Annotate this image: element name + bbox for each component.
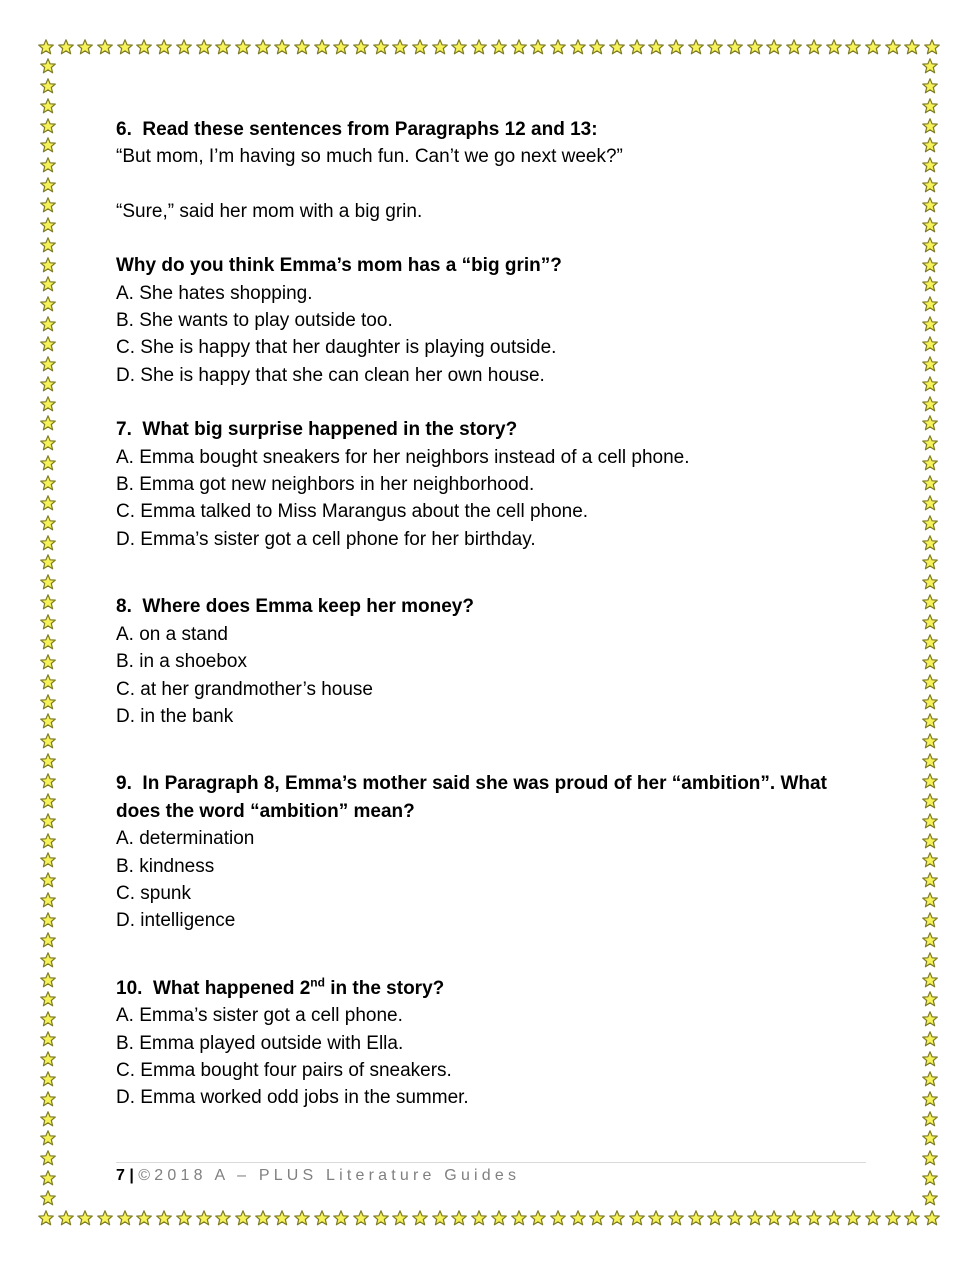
star-icon — [922, 694, 938, 710]
star-icon — [922, 813, 938, 829]
star-icon — [40, 972, 56, 988]
star-icon — [97, 1210, 113, 1226]
star-icon — [38, 1210, 54, 1226]
star-icon — [885, 1210, 901, 1226]
star-icon — [922, 98, 938, 114]
star-icon — [40, 98, 56, 114]
star-icon — [40, 157, 56, 173]
star-icon — [922, 872, 938, 888]
answer-option: D. intelligence — [116, 910, 236, 932]
answer-option: C. spunk — [116, 882, 191, 904]
star-icon — [530, 1210, 546, 1226]
star-icon — [40, 1130, 56, 1146]
answer-option: C. She is happy that her daughter is playing outside. — [116, 337, 557, 359]
quote-line: “Sure,” said her mom with a big grin. — [116, 200, 423, 222]
star-icon — [40, 1091, 56, 1107]
star-icon — [451, 1210, 467, 1226]
star-icon — [922, 634, 938, 650]
star-icon — [922, 952, 938, 968]
star-icon — [922, 614, 938, 630]
answer-option: A. determination — [116, 828, 255, 850]
star-icon — [922, 654, 938, 670]
star-border-top — [38, 37, 940, 57]
star-icon — [412, 1210, 428, 1226]
star-icon — [609, 1210, 625, 1226]
star-icon — [904, 39, 920, 55]
answer-option: D. in the bank — [116, 705, 234, 727]
star-icon — [922, 475, 938, 491]
star-icon — [766, 1210, 782, 1226]
star-icon — [176, 1210, 192, 1226]
star-icon — [40, 773, 56, 789]
star-icon — [629, 39, 645, 55]
star-icon — [40, 852, 56, 868]
answer-option: A. Emma bought sneakers for her neighbors instead of a cell phone. — [116, 446, 690, 468]
star-icon — [40, 991, 56, 1007]
star-icon — [922, 674, 938, 690]
star-icon — [40, 952, 56, 968]
star-icon — [922, 118, 938, 134]
star-icon — [727, 39, 743, 55]
star-icon — [314, 39, 330, 55]
worksheet-content — [116, 116, 876, 1112]
star-icon — [922, 1091, 938, 1107]
star-icon — [922, 276, 938, 292]
star-icon — [40, 713, 56, 729]
star-icon — [922, 1170, 938, 1186]
star-icon — [58, 1210, 74, 1226]
star-icon — [451, 39, 467, 55]
star-icon — [333, 1210, 349, 1226]
star-icon — [40, 237, 56, 253]
star-icon — [924, 1210, 940, 1226]
star-icon — [589, 39, 605, 55]
star-icon — [40, 435, 56, 451]
star-icon — [40, 1150, 56, 1166]
star-icon — [922, 197, 938, 213]
star-icon — [922, 1071, 938, 1087]
star-icon — [648, 1210, 664, 1226]
star-icon — [471, 39, 487, 55]
star-icon — [550, 1210, 566, 1226]
question-8-prompt: 8. Where does Emma keep her money? — [116, 596, 474, 618]
star-icon — [609, 39, 625, 55]
star-icon — [392, 1210, 408, 1226]
star-icon — [786, 1210, 802, 1226]
star-icon — [922, 912, 938, 928]
star-icon — [922, 257, 938, 273]
star-icon — [412, 39, 428, 55]
star-icon — [40, 614, 56, 630]
star-icon — [922, 495, 938, 511]
star-icon — [688, 39, 704, 55]
star-icon — [727, 1210, 743, 1226]
star-icon — [922, 535, 938, 551]
star-icon — [922, 554, 938, 570]
star-icon — [865, 39, 881, 55]
star-icon — [688, 1210, 704, 1226]
star-icon — [40, 495, 56, 511]
question-6-subprompt: Why do you think Emma’s mom has a “big grin”? — [116, 255, 562, 277]
question-6-prompt: 6. Read these sentences from Paragraphs 12 and 13: — [116, 119, 598, 140]
star-icon — [471, 1210, 487, 1226]
star-icon — [40, 1111, 56, 1127]
star-icon — [511, 1210, 527, 1226]
question-7-prompt: 7. What big surprise happened in the story? — [116, 419, 518, 441]
star-icon — [845, 1210, 861, 1226]
star-icon — [491, 1210, 507, 1226]
star-icon — [58, 39, 74, 55]
star-icon — [922, 78, 938, 94]
star-icon — [40, 217, 56, 233]
star-icon — [40, 594, 56, 610]
star-icon — [40, 376, 56, 392]
star-icon — [922, 773, 938, 789]
star-icon — [294, 1210, 310, 1226]
star-icon — [40, 177, 56, 193]
star-icon — [924, 39, 940, 55]
footer-divider — [116, 1162, 866, 1163]
star-icon — [38, 39, 54, 55]
answer-option: A. Emma’s sister got a cell phone. — [116, 1005, 403, 1027]
star-icon — [885, 39, 901, 55]
answer-option: D. Emma’s sister got a cell phone for her birthday. — [116, 528, 536, 550]
star-icon — [333, 39, 349, 55]
star-icon — [766, 39, 782, 55]
star-icon — [40, 415, 56, 431]
star-icon — [40, 197, 56, 213]
star-icon — [648, 39, 664, 55]
star-icon — [922, 892, 938, 908]
star-icon — [922, 515, 938, 531]
answer-option: A. on a stand — [116, 623, 228, 645]
star-icon — [40, 257, 56, 273]
star-icon — [40, 1011, 56, 1027]
star-icon — [373, 39, 389, 55]
star-icon — [40, 276, 56, 292]
answer-option: A. She hates shopping. — [116, 282, 313, 304]
star-border-left — [38, 58, 58, 1206]
star-icon — [40, 1051, 56, 1067]
star-icon — [40, 137, 56, 153]
answer-option: C. Emma talked to Miss Marangus about the cell phone. — [116, 501, 589, 523]
star-icon — [40, 1190, 56, 1206]
star-icon — [40, 58, 56, 74]
star-icon — [786, 39, 802, 55]
star-icon — [922, 336, 938, 352]
star-icon — [668, 39, 684, 55]
star-icon — [922, 932, 938, 948]
star-icon — [353, 39, 369, 55]
star-icon — [196, 1210, 212, 1226]
question-7 — [116, 416, 876, 553]
star-icon — [40, 1071, 56, 1087]
star-icon — [40, 932, 56, 948]
star-icon — [826, 1210, 842, 1226]
question-10-prompt: 10. What happened 2nd in the story? — [116, 975, 445, 999]
star-icon — [40, 515, 56, 531]
star-icon — [40, 336, 56, 352]
star-icon — [922, 1051, 938, 1067]
star-icon — [922, 852, 938, 868]
star-icon — [373, 1210, 389, 1226]
star-icon — [922, 435, 938, 451]
star-icon — [40, 674, 56, 690]
star-icon — [707, 1210, 723, 1226]
star-icon — [156, 39, 172, 55]
star-icon — [40, 793, 56, 809]
answer-option: B. Emma played outside with Ella. — [116, 1032, 404, 1054]
star-icon — [117, 39, 133, 55]
star-icon — [922, 415, 938, 431]
star-icon — [922, 217, 938, 233]
star-icon — [40, 296, 56, 312]
star-icon — [215, 1210, 231, 1226]
star-border-right — [920, 58, 940, 1206]
star-icon — [40, 733, 56, 749]
star-icon — [255, 1210, 271, 1226]
star-icon — [922, 455, 938, 471]
star-icon — [40, 753, 56, 769]
star-icon — [136, 1210, 152, 1226]
star-icon — [922, 1011, 938, 1027]
star-icon — [215, 39, 231, 55]
star-icon — [570, 39, 586, 55]
star-icon — [922, 1190, 938, 1206]
question-9 — [116, 770, 876, 934]
star-icon — [922, 1150, 938, 1166]
star-icon — [176, 39, 192, 55]
star-icon — [747, 1210, 763, 1226]
question-8 — [116, 593, 876, 730]
star-icon — [294, 39, 310, 55]
star-icon — [196, 39, 212, 55]
star-icon — [77, 39, 93, 55]
star-icon — [40, 78, 56, 94]
question-9-prompt: 9. In Paragraph 8, Emma’s mother said she was proud of her “ambition”. What — [116, 773, 827, 795]
star-icon — [922, 574, 938, 590]
page-number: 7 — [116, 1167, 125, 1184]
star-icon — [40, 118, 56, 134]
star-icon — [922, 793, 938, 809]
star-icon — [922, 376, 938, 392]
star-icon — [550, 39, 566, 55]
star-icon — [922, 713, 938, 729]
answer-option: D. Emma worked odd jobs in the summer. — [116, 1087, 469, 1109]
star-icon — [922, 733, 938, 749]
answer-option: D. She is happy that she can clean her own house. — [116, 364, 545, 386]
star-icon — [97, 39, 113, 55]
star-icon — [40, 535, 56, 551]
star-icon — [274, 1210, 290, 1226]
star-icon — [922, 58, 938, 74]
star-icon — [922, 753, 938, 769]
star-icon — [922, 316, 938, 332]
star-icon — [922, 594, 938, 610]
star-icon — [589, 1210, 605, 1226]
star-icon — [40, 813, 56, 829]
answer-option: B. in a shoebox — [116, 651, 247, 673]
star-icon — [530, 39, 546, 55]
star-icon — [40, 1031, 56, 1047]
star-icon — [904, 1210, 920, 1226]
star-icon — [922, 1130, 938, 1146]
star-icon — [40, 654, 56, 670]
question-10 — [116, 975, 876, 1112]
star-icon — [255, 39, 271, 55]
star-icon — [922, 157, 938, 173]
star-icon — [40, 892, 56, 908]
star-icon — [511, 39, 527, 55]
answer-option: C. Emma bought four pairs of sneakers. — [116, 1059, 452, 1081]
star-icon — [432, 39, 448, 55]
star-icon — [40, 356, 56, 372]
star-icon — [40, 1170, 56, 1186]
star-icon — [235, 1210, 251, 1226]
star-icon — [629, 1210, 645, 1226]
star-icon — [922, 296, 938, 312]
star-icon — [922, 1111, 938, 1127]
star-icon — [136, 39, 152, 55]
star-icon — [922, 137, 938, 153]
star-border-bottom — [38, 1208, 940, 1228]
star-icon — [40, 872, 56, 888]
star-icon — [922, 833, 938, 849]
star-icon — [806, 1210, 822, 1226]
star-icon — [40, 316, 56, 332]
star-icon — [826, 39, 842, 55]
answer-option: B. She wants to play outside too. — [116, 310, 393, 332]
star-icon — [922, 991, 938, 1007]
star-icon — [40, 574, 56, 590]
star-icon — [922, 972, 938, 988]
star-icon — [922, 1031, 938, 1047]
star-icon — [491, 39, 507, 55]
star-icon — [747, 39, 763, 55]
star-icon — [922, 356, 938, 372]
star-icon — [432, 1210, 448, 1226]
answer-option: B. Emma got new neighbors in her neighborhood. — [116, 474, 535, 496]
page-footer — [116, 1166, 520, 1186]
star-icon — [77, 1210, 93, 1226]
star-icon — [922, 396, 938, 412]
star-icon — [806, 39, 822, 55]
star-icon — [922, 177, 938, 193]
star-icon — [156, 1210, 172, 1226]
star-icon — [40, 396, 56, 412]
star-icon — [40, 634, 56, 650]
footer-separator: | — [129, 1167, 134, 1184]
answer-option: B. kindness — [116, 855, 215, 877]
quote-line: “But mom, I’m having so much fun. Can’t we go next week?” — [116, 146, 623, 168]
star-icon — [707, 39, 723, 55]
question-9-prompt-continued: does the word “ambition” mean? — [116, 800, 415, 822]
copyright-text: ©2018 A – PLUS Literature Guides — [138, 1167, 521, 1184]
star-icon — [353, 1210, 369, 1226]
star-icon — [668, 1210, 684, 1226]
star-icon — [865, 1210, 881, 1226]
star-icon — [40, 554, 56, 570]
star-icon — [274, 39, 290, 55]
star-icon — [922, 237, 938, 253]
question-6 — [116, 116, 876, 389]
star-icon — [117, 1210, 133, 1226]
answer-option: C. at her grandmother’s house — [116, 678, 374, 700]
star-icon — [40, 912, 56, 928]
star-icon — [845, 39, 861, 55]
star-icon — [570, 1210, 586, 1226]
star-icon — [392, 39, 408, 55]
star-icon — [40, 833, 56, 849]
star-icon — [40, 455, 56, 471]
star-icon — [314, 1210, 330, 1226]
star-icon — [40, 694, 56, 710]
star-icon — [40, 475, 56, 491]
star-icon — [235, 39, 251, 55]
